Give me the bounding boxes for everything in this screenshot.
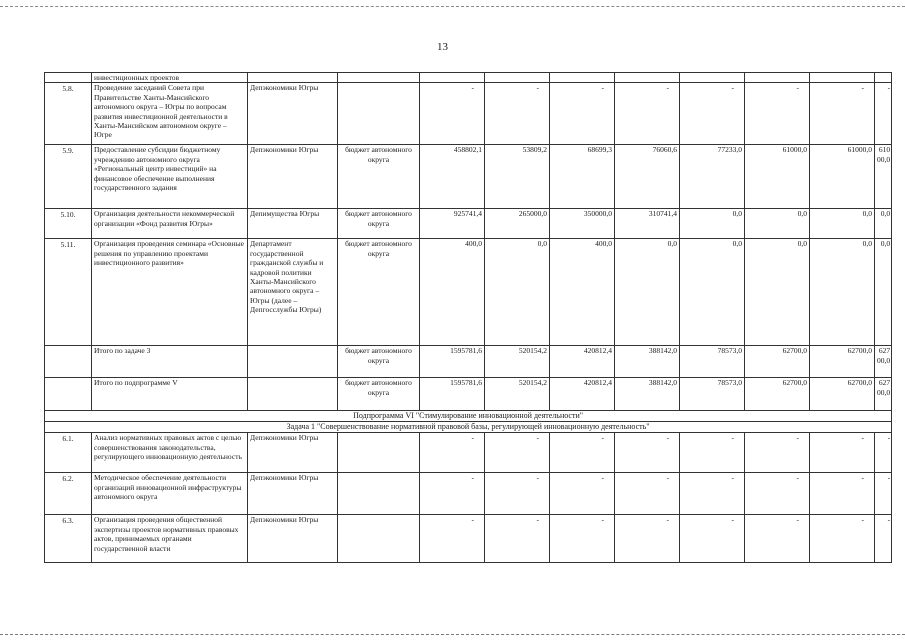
funding-value-cell: - — [810, 433, 875, 473]
funding-value-cell: 420812,4 — [550, 378, 615, 411]
funding-value-cell: - — [680, 433, 745, 473]
funding-value-cell: 0,0 — [745, 239, 810, 346]
task-title: Задача 1 "Совершенствование нормативной правовой базы, регулирующей инновационную деятельность" — [45, 422, 892, 433]
funding-value-cell: 62700,0 — [810, 346, 875, 378]
activity-name: Анализ нормативных правовых актов с целью совершенствования законодательства, регулирующего инновационную деятельность — [92, 433, 248, 473]
funding-value-cell: 62700,0 — [745, 346, 810, 378]
funding-value-cell: - — [745, 433, 810, 473]
funding-value-cell: 77233,0 — [680, 145, 745, 209]
table-body-subprogram-vi — [45, 433, 892, 563]
task-header-row — [45, 422, 892, 433]
activity-name: Предоставление субсидии бюджетному учреждению автономного округа «Региональный центр инвестиций» на финансовое обеспечение выполнения государственного задания — [92, 145, 248, 209]
executor: Депэкономики Югры — [248, 145, 338, 209]
table-row — [45, 346, 892, 378]
funding-value-cell: - — [420, 473, 485, 515]
table-row — [45, 378, 892, 411]
table-row — [45, 433, 892, 473]
funding-value-cell: - — [745, 515, 810, 563]
funding-value-cell: - — [615, 515, 680, 563]
funding-value-cell: - — [680, 83, 745, 145]
row-number: 6.2. — [45, 473, 92, 515]
executor: Депэкономики Югры — [248, 83, 338, 145]
executor: Департамент государственной гражданской службы и кадровой политики Ханты-Мансийского автономного округа – Югры (далее – Депгосслужбы Югры) — [248, 239, 338, 346]
funding-value-cell: 1595781,6 — [420, 378, 485, 411]
activity-name: Итого по подпрограмме V — [92, 378, 248, 411]
row-number: 5.9. — [45, 145, 92, 209]
funding-value-cell: - — [485, 515, 550, 563]
scan-edge-bottom — [0, 634, 905, 636]
funding-value-cell: 925741,4 — [420, 209, 485, 239]
executor — [248, 346, 338, 378]
executor — [248, 378, 338, 411]
funding-value-cell: 400,0 — [550, 239, 615, 346]
funding-source: бюджет автономного округа — [338, 239, 420, 346]
funding-value-cell — [550, 73, 615, 83]
funding-value-cell: - — [550, 83, 615, 145]
table-row — [45, 83, 892, 145]
funding-value-cell — [420, 73, 485, 83]
table-row — [45, 145, 892, 209]
row-number: 5.8. — [45, 83, 92, 145]
funding-source: бюджет автономного округа — [338, 378, 420, 411]
funding-value-cell: - — [615, 83, 680, 145]
funding-value-cell: - — [810, 515, 875, 563]
funding-value-cell: 627 00,0 — [875, 378, 892, 411]
activity-name: Организация деятельности некоммерческой организации «Фонд развития Югры» — [92, 209, 248, 239]
funding-value-cell — [810, 73, 875, 83]
funding-value-cell: 68699,3 — [550, 145, 615, 209]
row-number: 6.3. — [45, 515, 92, 563]
funding-value-cell: 610 00,0 — [875, 145, 892, 209]
funding-value-cell: - — [420, 433, 485, 473]
funding-value-cell: 400,0 — [420, 239, 485, 346]
scan-edge-top — [0, 6, 905, 8]
row-number: 5.10. — [45, 209, 92, 239]
funding-value-cell: 0,0 — [810, 209, 875, 239]
funding-value-cell: 0,0 — [810, 239, 875, 346]
funding-value-cell: - — [680, 515, 745, 563]
funding-value-cell: 0,0 — [485, 239, 550, 346]
table-row — [45, 515, 892, 563]
funding-value-cell: 62700,0 — [745, 378, 810, 411]
page-number: 13 — [437, 41, 448, 53]
funding-value-cell: - — [550, 515, 615, 563]
funding-value-cell: - — [485, 473, 550, 515]
executor: Депэкономики Югры — [248, 473, 338, 515]
table-row — [45, 239, 892, 346]
funding-value-cell: 0,0 — [680, 209, 745, 239]
funding-value-cell: - — [875, 473, 892, 515]
funding-value-cell: - — [550, 473, 615, 515]
subprogram-header-row — [45, 411, 892, 422]
executor: Депэкономики Югры — [248, 515, 338, 563]
funding-value-cell — [615, 73, 680, 83]
activity-name: Итого по задаче 3 — [92, 346, 248, 378]
financing-table — [44, 72, 892, 563]
funding-value-cell: 0,0 — [615, 239, 680, 346]
activity-name: Организация проведения семинара «Основные решения по управлению проектами инвестиционного развития» — [92, 239, 248, 346]
funding-value-cell — [485, 73, 550, 83]
funding-source — [338, 73, 420, 83]
funding-value-cell: - — [420, 515, 485, 563]
funding-value-cell: 62700,0 — [810, 378, 875, 411]
funding-value-cell: 350000,0 — [550, 209, 615, 239]
row-number — [45, 73, 92, 83]
funding-value-cell: 627 00,0 — [875, 346, 892, 378]
subprogram-title: Подпрограмма VI "Стимулирование инновационной деятельности" — [45, 411, 892, 422]
funding-value-cell: 265000,0 — [485, 209, 550, 239]
funding-value-cell — [680, 73, 745, 83]
funding-value-cell: - — [875, 515, 892, 563]
funding-value-cell: - — [875, 83, 892, 145]
table-row — [45, 209, 892, 239]
funding-value-cell: 458802,1 — [420, 145, 485, 209]
funding-value-cell: 61000,0 — [810, 145, 875, 209]
funding-source — [338, 433, 420, 473]
table-row — [45, 473, 892, 515]
row-number — [45, 346, 92, 378]
executor: Депимущества Югры — [248, 209, 338, 239]
funding-value-cell: 76060,6 — [615, 145, 680, 209]
funding-value-cell: 1595781,6 — [420, 346, 485, 378]
funding-source: бюджет автономного округа — [338, 346, 420, 378]
activity-name: Проведение заседаний Совета при Правительстве Ханты-Мансийского автономного округа – Югры по вопросам развития инвестиционной деятельности в Ханты-Мансийском автономном округе – Югре — [92, 83, 248, 145]
funding-value-cell: 0,0 — [745, 209, 810, 239]
funding-value-cell: - — [680, 473, 745, 515]
funding-source — [338, 83, 420, 145]
funding-value-cell: 388142,0 — [615, 378, 680, 411]
funding-value-cell: 0,0 — [875, 239, 892, 346]
table-row — [45, 73, 892, 83]
funding-value-cell: - — [485, 83, 550, 145]
funding-value-cell: - — [745, 83, 810, 145]
funding-value-cell: 53809,2 — [485, 145, 550, 209]
table-body-subprogram-v — [45, 73, 892, 411]
funding-value-cell: - — [810, 83, 875, 145]
funding-value-cell: 310741,4 — [615, 209, 680, 239]
funding-value-cell: 520154,2 — [485, 346, 550, 378]
funding-value-cell: - — [615, 473, 680, 515]
funding-value-cell: 0,0 — [680, 239, 745, 346]
row-number: 5.11. — [45, 239, 92, 346]
funding-value-cell — [875, 73, 892, 83]
funding-value-cell: - — [875, 433, 892, 473]
funding-value-cell: - — [485, 433, 550, 473]
funding-value-cell: - — [745, 473, 810, 515]
funding-value-cell: 420812,4 — [550, 346, 615, 378]
funding-value-cell: 388142,0 — [615, 346, 680, 378]
funding-value-cell: 78573,0 — [680, 346, 745, 378]
funding-value-cell: - — [420, 83, 485, 145]
funding-source — [338, 473, 420, 515]
funding-value-cell: 78573,0 — [680, 378, 745, 411]
funding-value-cell: - — [810, 473, 875, 515]
funding-source — [338, 515, 420, 563]
executor — [248, 73, 338, 83]
funding-value-cell: 520154,2 — [485, 378, 550, 411]
table-body-headers — [45, 411, 892, 433]
activity-name: Организация проведения общественной экспертизы проектов нормативных правовых актов, принимаемых органами государственной власти — [92, 515, 248, 563]
activity-name: инвестиционных проектов — [92, 73, 248, 83]
executor: Депэкономики Югры — [248, 433, 338, 473]
funding-source: бюджет автономного округа — [338, 145, 420, 209]
funding-source: бюджет автономного округа — [338, 209, 420, 239]
funding-value-cell: - — [550, 433, 615, 473]
row-number: 6.1. — [45, 433, 92, 473]
row-number — [45, 378, 92, 411]
funding-value-cell — [745, 73, 810, 83]
funding-value-cell: - — [615, 433, 680, 473]
funding-value-cell: 61000,0 — [745, 145, 810, 209]
activity-name: Методическое обеспечение деятельности организаций инновационной инфраструктуры автономного округа — [92, 473, 248, 515]
funding-value-cell: 0,0 — [875, 209, 892, 239]
